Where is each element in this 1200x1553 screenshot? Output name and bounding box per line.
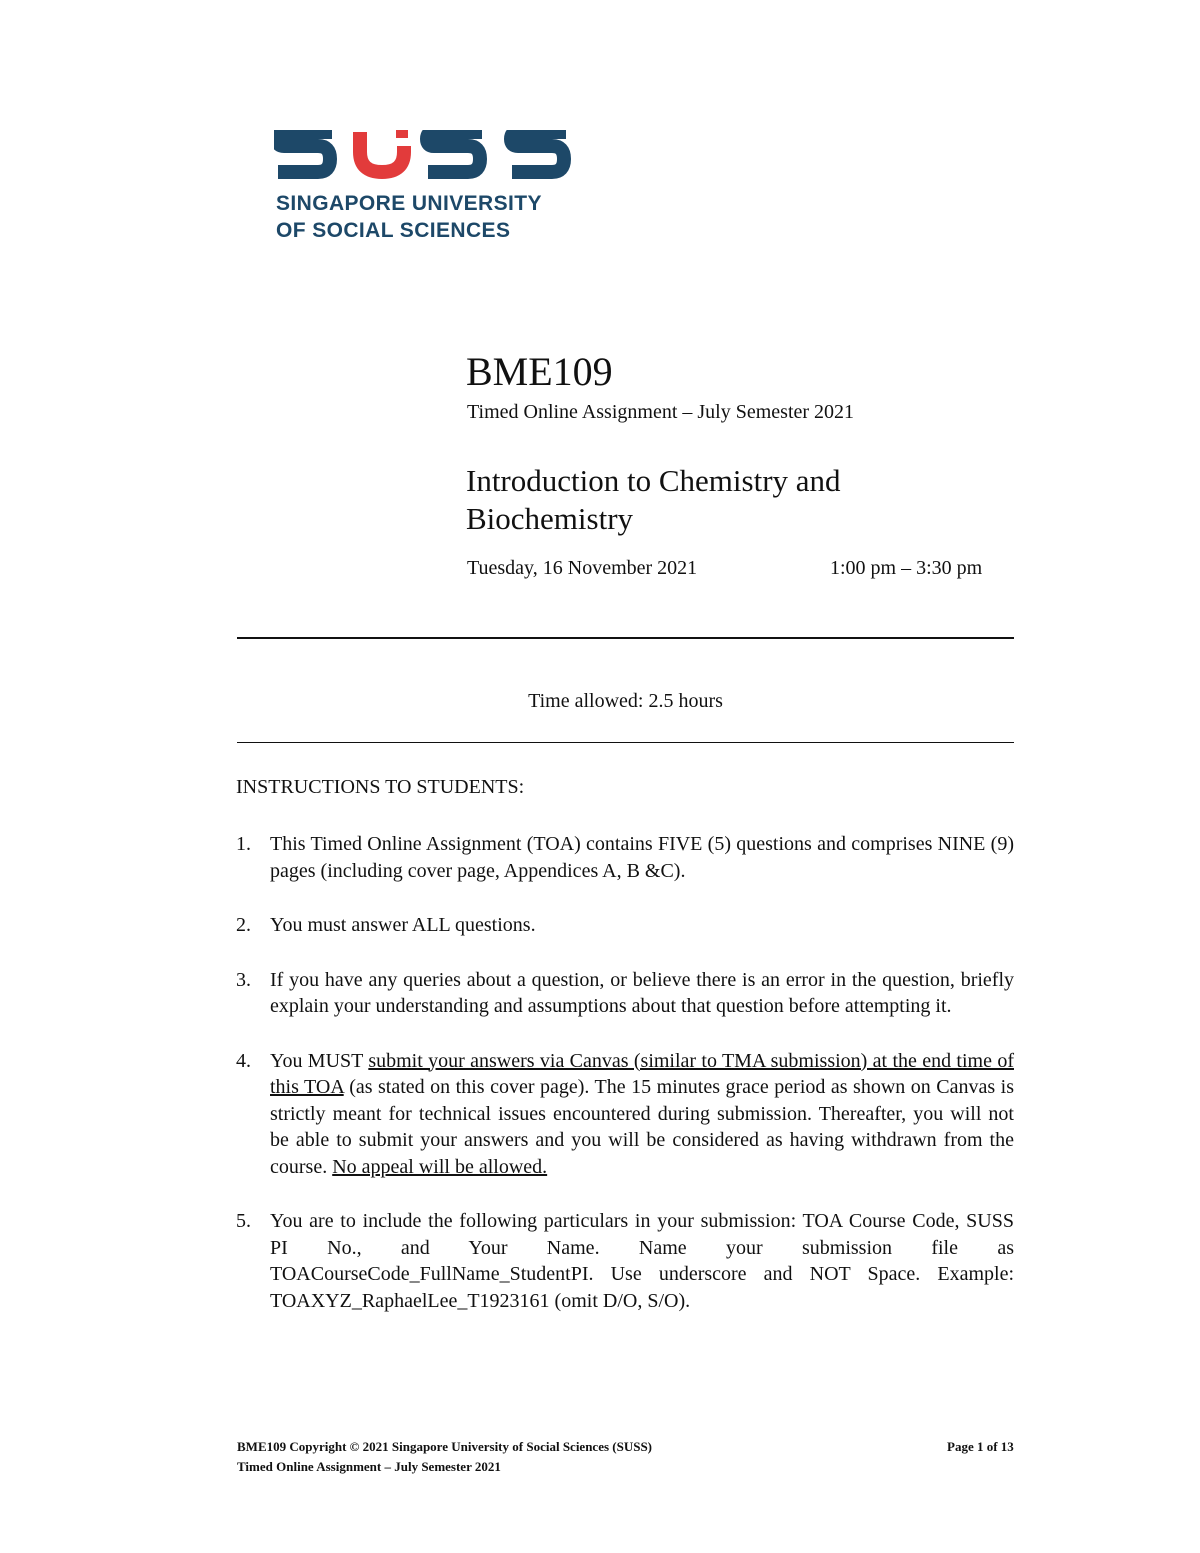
- course-code: BME109: [466, 349, 613, 394]
- instruction-item: [236, 1048, 1014, 1181]
- no-appeal-notice: No appeal will be allowed.: [332, 1155, 548, 1178]
- suss-logo-mark: [274, 122, 574, 182]
- instruction-text: If you have any queries about a question, or believe there is an error in the question, briefly explain your understanding and assumptions about that question before attempting it.: [270, 968, 1014, 1017]
- instruction-item: [236, 831, 1014, 884]
- instruction-text: You are to include the following particulars in your submission: TOA Course Code, SUSS PI No., and Your Name. Name your submission file as TOACourseCode_FullName_StudentPI. Use underscore and NOT Space. Example: TOAXYZ_RaphaelLee_T1923161 (omit D/O, S/O).: [270, 1210, 1014, 1312]
- course-title: Introduction to Chemistry and Biochemistry: [466, 463, 841, 536]
- instruction-underlined-text: submit your answers via Canvas (similar to TMA submission) at the end time of this TOA: [270, 1049, 1014, 1098]
- logo-line-2: OF SOCIAL SCIENCES: [276, 219, 511, 242]
- suss-logo: [274, 122, 574, 252]
- footer-copyright: BME109 Copyright © 2021 Singapore University of Social Sciences (SUSS): [237, 1439, 653, 1454]
- divider-bottom: [237, 742, 1014, 743]
- instruction-item: [236, 912, 1014, 939]
- instruction-item: [236, 967, 1014, 1020]
- divider-top: [237, 637, 1014, 639]
- instruction-text: You must answer ALL questions.: [270, 914, 536, 936]
- instruction-number: 3.: [236, 968, 251, 991]
- instructions-heading: INSTRUCTIONS TO STUDENTS:: [236, 776, 525, 798]
- time-allowed: Time allowed: 2.5 hours: [528, 690, 723, 712]
- instruction-text: This Timed Online Assignment (TOA) contains FIVE (5) questions and comprises NINE (9) pages (including cover page, Appendices A, B &C).: [270, 833, 1014, 882]
- assignment-subtitle: Timed Online Assignment – July Semester 2021: [467, 401, 855, 423]
- footer-page-number: Page 1 of 13: [947, 1439, 1014, 1454]
- instruction-item: [236, 1208, 1014, 1314]
- exam-date: Tuesday, 16 November 2021: [467, 557, 698, 579]
- exam-time: 1:00 pm – 3:30 pm: [830, 557, 983, 579]
- instructions-list: [236, 831, 1014, 1342]
- instruction-number: 2.: [236, 914, 251, 936]
- instruction-text-part: You MUST: [270, 1049, 369, 1072]
- instruction-text-part: (as stated on this cover page). The 15 minutes grace period as shown on Canvas is strictly meant for technical issues encountered during submission. Thereafter, you will not be able to submit your answers and you will be considered as having withdrawn from the course.: [270, 1076, 1014, 1178]
- instruction-number: 5.: [236, 1210, 251, 1232]
- instruction-number: 4.: [236, 1049, 251, 1072]
- logo-line-1: SINGAPORE UNIVERSITY: [276, 192, 542, 215]
- instruction-number: 1.: [236, 833, 251, 855]
- footer-subtitle: Timed Online Assignment – July Semester 2021: [237, 1459, 501, 1474]
